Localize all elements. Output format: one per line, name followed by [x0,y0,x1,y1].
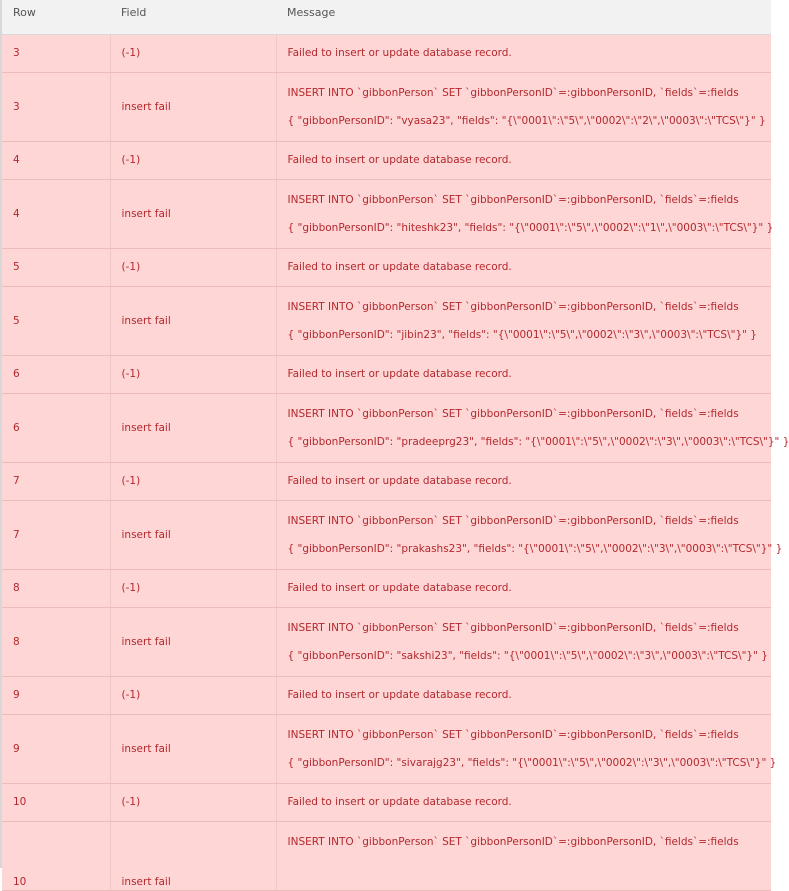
column-header-field: Field [110,0,276,34]
sql-params: { "gibbonPersonID": "sivarajg23", "fields": "{\"0001\":\"5\",\"0002\":\"3\",\"0003\":\"TCS\"}" } [287,756,777,769]
field-cell: insert fail [110,500,276,569]
table-row [2,676,771,714]
table-row [2,393,771,462]
table-row [2,569,771,607]
message-cell [276,179,774,248]
sql-params: { "gibbonPersonID": "pradeeprg23", "fields": "{\"0001\":\"5\",\"0002\":\"3\",\"0003\":\"TCS\"}" } [287,435,789,448]
field-cell: insert fail [110,286,276,355]
field-cell: insert fail [110,607,276,676]
row-number: 4 [2,141,110,179]
field-cell: (-1) [110,248,276,286]
row-number: 5 [2,248,110,286]
table-row [2,355,771,393]
table-row [2,179,771,248]
table-row [2,714,771,783]
import-errors-table [2,0,789,891]
row-number: 7 [2,462,110,500]
row-number: 8 [2,607,110,676]
field-cell: insert fail [110,821,276,890]
row-number: 4 [2,179,110,248]
message-cell [276,500,783,569]
message-cell: Failed to insert or update database record. [276,355,771,393]
message-cell: Failed to insert or update database record. [276,569,771,607]
field-cell: (-1) [110,462,276,500]
sql-params: { "gibbonPersonID": "sakshi23", "fields": "{\"0001\":\"5\",\"0002\":\"3\",\"0003\":\"TCS\"}" } [287,649,768,662]
table-row [2,286,771,355]
message-cell: Failed to insert or update database record. [276,34,771,72]
field-cell: (-1) [110,355,276,393]
table-row [2,783,771,821]
row-number: 10 [2,783,110,821]
row-number: 10 [2,821,110,890]
column-header-message: Message [276,0,771,34]
table-row [2,607,771,676]
field-cell: (-1) [110,34,276,72]
field-cell: (-1) [110,569,276,607]
table-row [2,462,771,500]
row-number: 3 [2,72,110,141]
table-header-row [2,0,771,34]
message-cell: Failed to insert or update database record. [276,248,771,286]
row-number: 3 [2,34,110,72]
sql-query: INSERT INTO `gibbonPerson` SET `gibbonPersonID`=:gibbonPersonID, `fields`=:fields [287,835,739,848]
table-row [2,821,771,890]
sql-query: INSERT INTO `gibbonPerson` SET `gibbonPersonID`=:gibbonPersonID, `fields`=:fields [287,728,739,741]
message-cell: Failed to insert or update database record. [276,783,771,821]
table-row [2,34,771,72]
table-row [2,141,771,179]
message-cell [276,821,771,890]
row-number: 7 [2,500,110,569]
row-number: 8 [2,569,110,607]
table-row [2,72,771,141]
sql-params: { "gibbonPersonID": "vyasa23", "fields": "{\"0001\":\"5\",\"0002\":\"2\",\"0003\":\"TCS\"}" } [287,114,766,127]
row-number: 6 [2,355,110,393]
message-cell [276,393,789,462]
column-header-row: Row [2,0,110,34]
row-number: 9 [2,714,110,783]
row-number: 9 [2,676,110,714]
sql-query: INSERT INTO `gibbonPerson` SET `gibbonPersonID`=:gibbonPersonID, `fields`=:fields [287,193,739,206]
sql-params: { "gibbonPersonID": "prakashs23", "fields": "{\"0001\":\"5\",\"0002\":\"3\",\"0003\":\"TCS\"}" } [287,542,783,555]
row-number: 6 [2,393,110,462]
sql-params: { "gibbonPersonID": "jibin23", "fields": "{\"0001\":\"5\",\"0002\":\"3\",\"0003\":\"TCS\"}" } [287,328,757,341]
message-cell [276,72,771,141]
message-cell: Failed to insert or update database record. [276,676,771,714]
message-cell [276,714,777,783]
field-cell: (-1) [110,141,276,179]
sql-query: INSERT INTO `gibbonPerson` SET `gibbonPersonID`=:gibbonPersonID, `fields`=:fields [287,300,739,313]
message-cell: Failed to insert or update database record. [276,462,771,500]
message-cell [276,286,771,355]
message-cell: Failed to insert or update database record. [276,141,771,179]
sql-query: INSERT INTO `gibbonPerson` SET `gibbonPersonID`=:gibbonPersonID, `fields`=:fields [287,86,739,99]
sql-params: { "gibbonPersonID": "hiteshk23", "fields": "{\"0001\":\"5\",\"0002\":\"1\",\"0003\":\"TCS\"}" } [287,221,774,234]
field-cell: insert fail [110,714,276,783]
sql-query: INSERT INTO `gibbonPerson` SET `gibbonPersonID`=:gibbonPersonID, `fields`=:fields [287,407,739,420]
message-cell [276,607,771,676]
table-row [2,500,771,569]
row-number: 5 [2,286,110,355]
field-cell: insert fail [110,393,276,462]
field-cell: (-1) [110,676,276,714]
sql-query: INSERT INTO `gibbonPerson` SET `gibbonPersonID`=:gibbonPersonID, `fields`=:fields [287,514,739,527]
field-cell: insert fail [110,72,276,141]
field-cell: insert fail [110,179,276,248]
field-cell: (-1) [110,783,276,821]
table-row [2,248,771,286]
sql-query: INSERT INTO `gibbonPerson` SET `gibbonPersonID`=:gibbonPersonID, `fields`=:fields [287,621,739,634]
